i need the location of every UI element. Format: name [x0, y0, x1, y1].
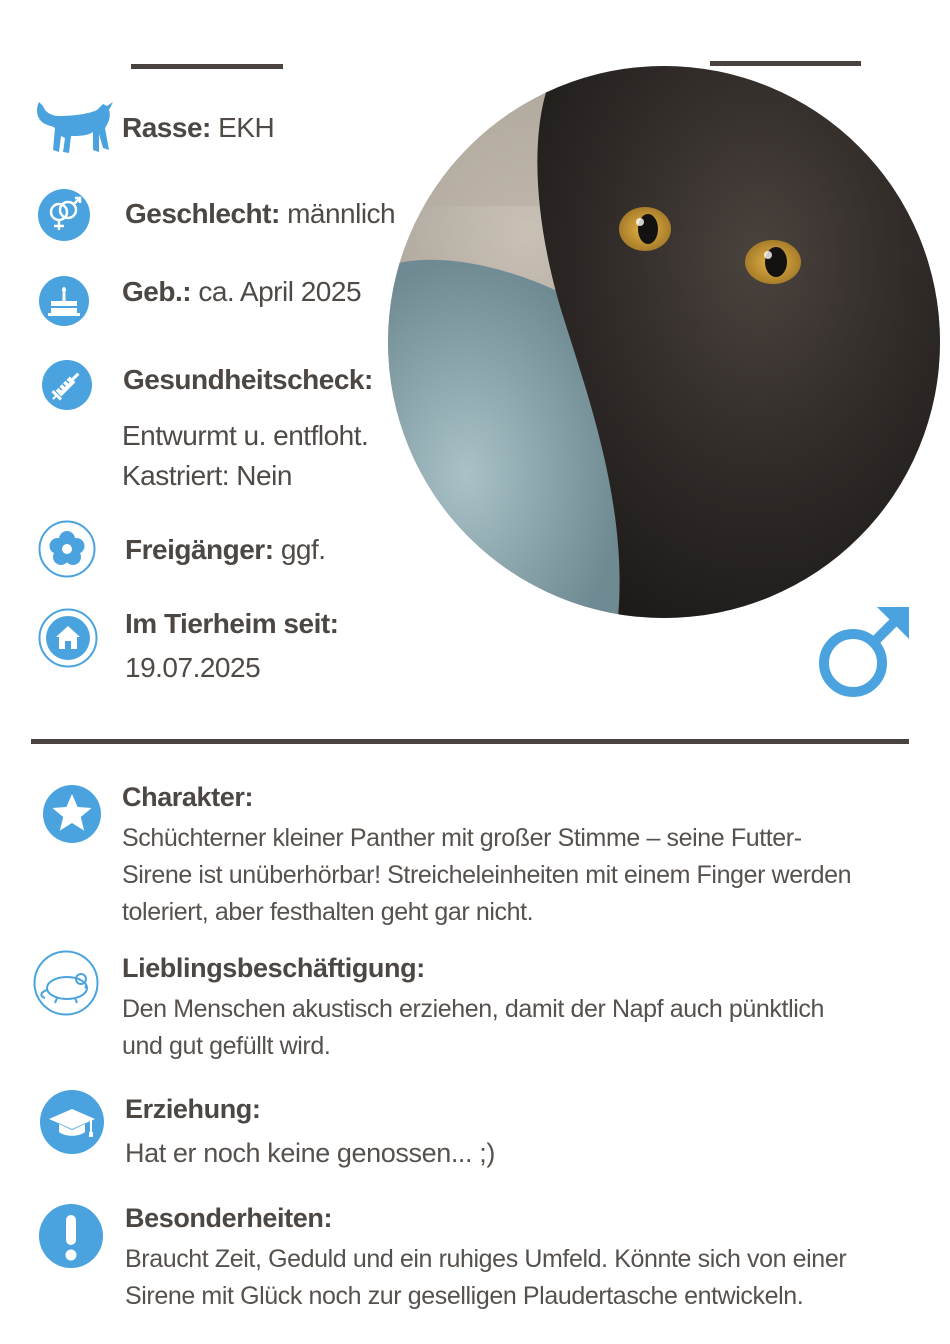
black-kitten-photo: [388, 66, 940, 618]
liebling-line: Den Menschen akustisch erziehen, damit der Napf auch pünktlich: [122, 995, 824, 1023]
cat-icon: [33, 98, 115, 156]
charakter-line: toleriert, aber festhalten geht gar nicht.: [122, 898, 534, 926]
erziehung-line: Hat er noch keine genossen... ;): [125, 1138, 495, 1168]
tierheim-value: 19.07.2025: [125, 652, 261, 683]
exclamation-icon: [38, 1203, 104, 1269]
section-divider: [31, 739, 909, 744]
erziehung-heading: Erziehung:: [125, 1094, 261, 1124]
liebling-text: [122, 991, 824, 1065]
mouse-icon: [33, 950, 99, 1016]
gesundheit-heading: [123, 364, 373, 396]
geschlecht-label: Geschlecht:: [125, 198, 280, 229]
gesundheit-line2: Kastriert: Nein: [122, 460, 292, 491]
geschlecht-row: [125, 198, 395, 230]
birthday-cake-icon: [38, 275, 90, 327]
top-rule-right: [710, 61, 861, 66]
gesundheit-line1: Entwurmt u. entfloht.: [122, 420, 369, 451]
geb-row: [122, 276, 361, 308]
besonder-text: [125, 1241, 846, 1315]
liebling-heading: Lieblingsbeschäftigung:: [122, 953, 425, 983]
house-icon: [38, 608, 98, 668]
besonder-line: Braucht Zeit, Geduld und ein ruhiges Umfeld. Könnte sich von einer: [125, 1245, 847, 1273]
freigaenger-row: [125, 534, 326, 566]
rasse-label: Rasse:: [122, 112, 211, 143]
tierheim-heading: [125, 608, 339, 640]
freigaenger-label: Freigänger:: [125, 534, 274, 565]
charakter-line: Sirene ist unüberhörbar! Streicheleinheiten mit einem Finger werden: [122, 861, 852, 889]
charakter-line: Schüchterner kleiner Panther mit großer Stimme – seine Futter-: [122, 824, 802, 852]
rasse-row: [122, 112, 274, 144]
male-symbol-icon: [815, 605, 911, 701]
besonder-heading: Besonderheiten:: [125, 1203, 333, 1233]
star-icon: [42, 784, 102, 844]
charakter-text: [122, 820, 851, 931]
geb-label: Geb.:: [122, 276, 192, 307]
tierheim-label: Im Tierheim seit:: [125, 608, 339, 639]
liebling-line: und gut gefüllt wird.: [122, 1032, 331, 1060]
charakter-heading: Charakter:: [122, 782, 254, 812]
gender-icon: [37, 188, 91, 242]
graduation-cap-icon: [39, 1089, 105, 1155]
besonder-line: Sirene mit Glück noch zur geselligen Plaudertasche entwickeln.: [125, 1282, 804, 1310]
rasse-value: EKH: [218, 112, 275, 143]
geschlecht-value: männlich: [287, 198, 396, 229]
flower-icon: [38, 520, 96, 578]
syringe-icon: [41, 359, 93, 411]
top-rule-left: [131, 64, 283, 69]
gesundheit-label: Gesundheitscheck:: [123, 364, 373, 395]
freigaenger-value: ggf.: [280, 534, 326, 565]
erziehung-text: [125, 1135, 495, 1172]
geb-value: ca. April 2025: [198, 276, 362, 307]
